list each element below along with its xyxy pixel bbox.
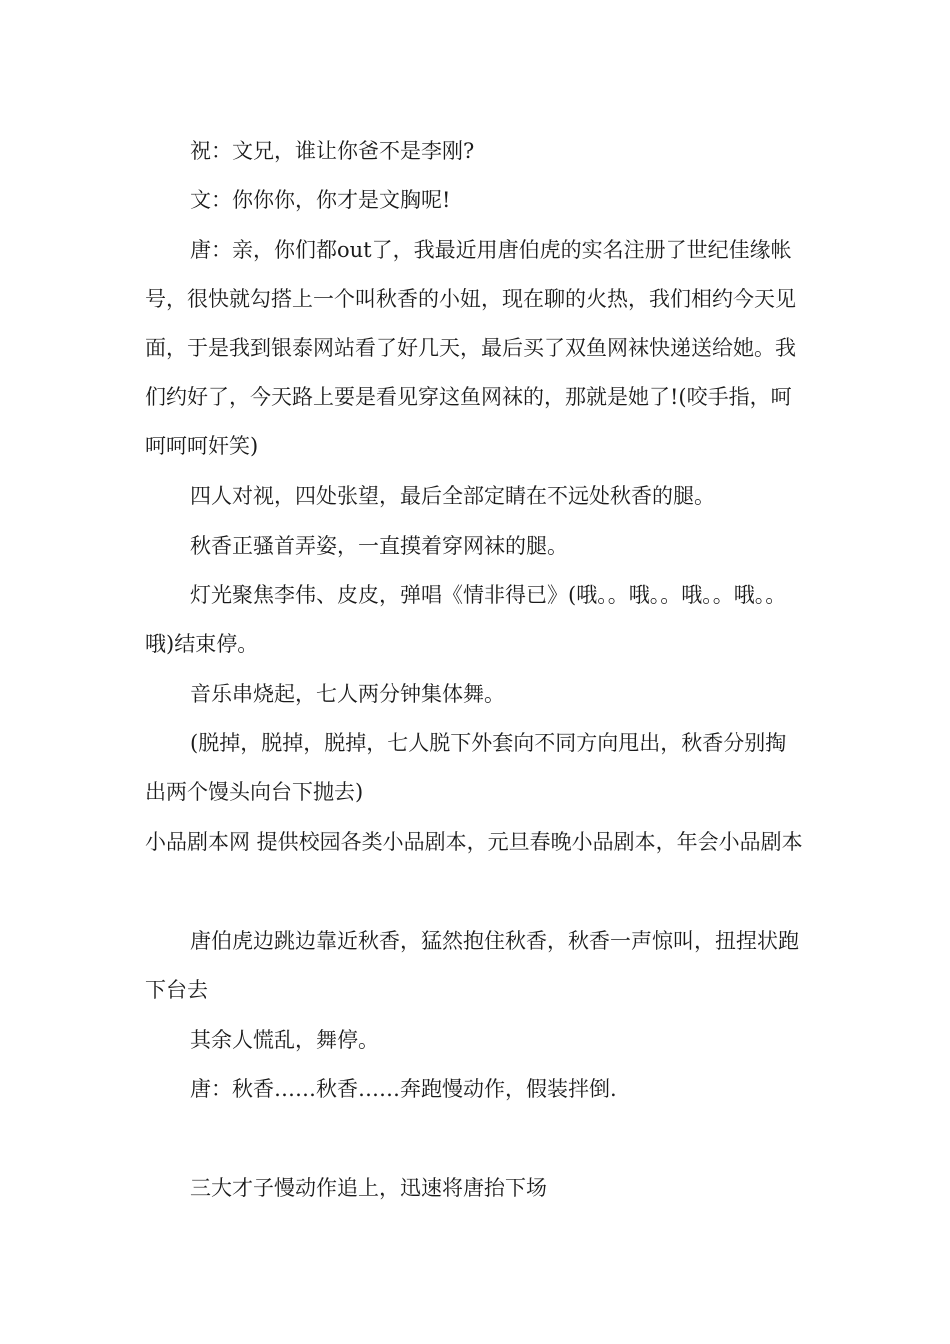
- stage-direction: 其余人慌乱，舞停。: [190, 1028, 379, 1052]
- dialogue-line: 文：你你你，你才是文胸呢!: [190, 188, 451, 212]
- dialogue-paragraph: 唐：亲，你们都out了，我最近用唐伯虎的实名注册了世纪佳缘帐号，很快就勾搭上一个叫秋香的小妞，现在聊的火热，我们相约今天见面，于是我到银泰网站看了好几天，最后买了双鱼网袜快递送给她。我们约好了，今天路上要是看见穿这鱼网袜的，那就是她了!(咬手指，呵呵呵呵奸笑): [145, 238, 796, 458]
- stage-direction: 三大才子慢动作追上，迅速将唐抬下场: [190, 1176, 547, 1200]
- stage-direction: 四人对视，四处张望，最后全部定睛在不远处秋香的腿。: [190, 484, 715, 508]
- stage-direction: 唐伯虎边跳边靠近秋香，猛然抱住秋香，秋香一声惊叫，扭捏状跑下台去: [145, 929, 799, 1002]
- dialogue-line: 祝：文兄，谁让你爸不是李刚?: [190, 139, 475, 163]
- stage-direction: 音乐串烧起，七人两分钟集体舞。: [190, 682, 505, 706]
- site-notice: 小品剧本网 提供校园各类小品剧本，元旦春晚小品剧本，年会小品剧本: [145, 830, 803, 854]
- stage-direction: 秋香正骚首弄姿，一直摸着穿网袜的腿。: [190, 534, 568, 558]
- stage-direction: 灯光聚焦李伟、皮皮，弹唱《情非得已》(哦。。哦。。哦。。哦。。哦)结束停。: [145, 583, 787, 656]
- dialogue-line: 唐：秋香……秋香……奔跑慢动作，假装拌倒.: [190, 1077, 617, 1101]
- stage-direction: (脱掉，脱掉，脱掉，七人脱下外套向不同方向甩出，秋香分别掏出两个馒头向台下抛去): [145, 731, 787, 804]
